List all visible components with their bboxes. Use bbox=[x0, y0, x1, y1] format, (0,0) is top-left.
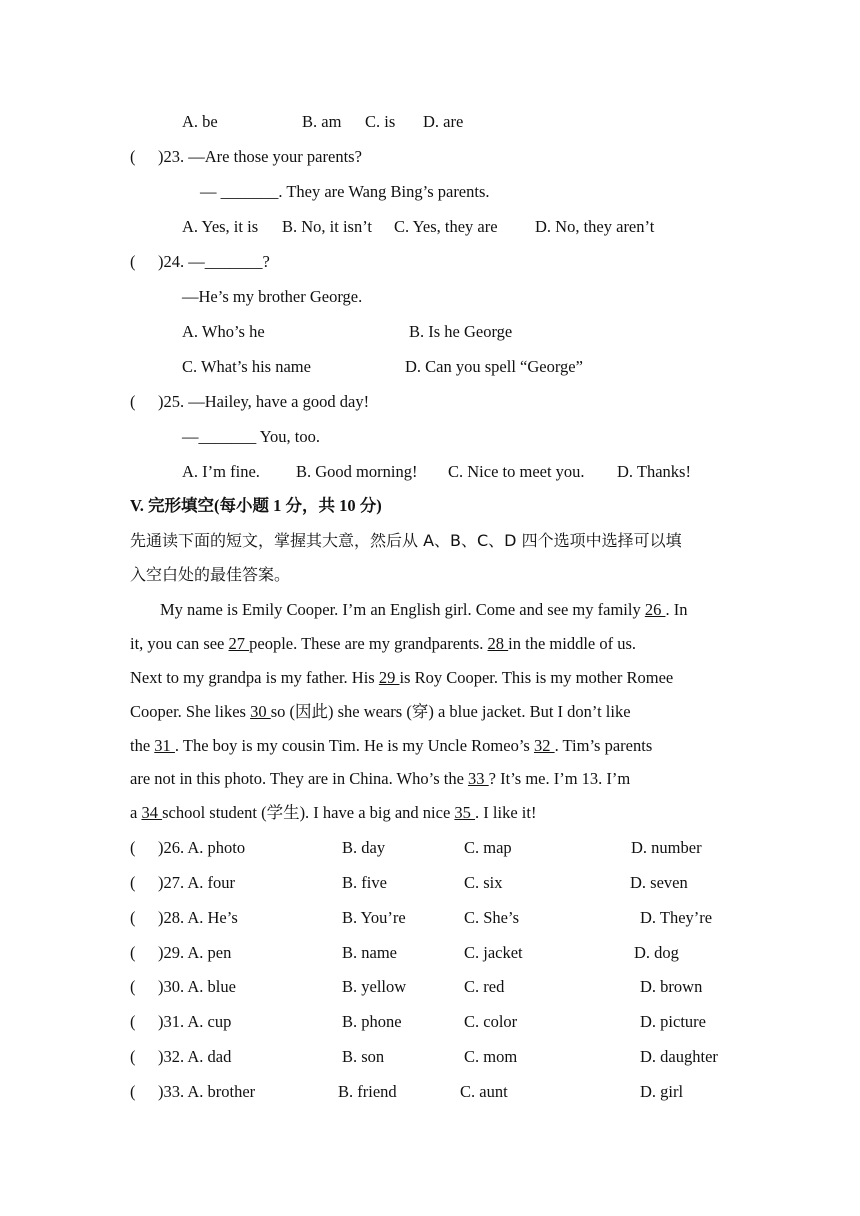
q28-option-d: D. They’re bbox=[640, 908, 713, 927]
blank-28: 28 bbox=[487, 634, 509, 653]
q31-stem: )31. A. cup bbox=[158, 1012, 232, 1031]
q25-option-a: A. I’m fine. bbox=[182, 462, 260, 481]
blank-35: 35 bbox=[454, 803, 476, 822]
q27-option-d: D. seven bbox=[630, 873, 688, 892]
q29-paren: ( bbox=[130, 943, 136, 962]
q23-option-c: C. Yes, they are bbox=[394, 217, 498, 236]
q26-option-d: D. number bbox=[631, 838, 702, 857]
q24-paren: ( bbox=[130, 252, 136, 271]
q31-option-c: C. color bbox=[464, 1012, 518, 1031]
q32-option-b: B. son bbox=[342, 1047, 385, 1066]
q23-option-b: B. No, it isn’t bbox=[282, 217, 373, 236]
q33-stem: )33. A. brother bbox=[158, 1082, 256, 1101]
q25-answer-line: —_______ You, too. bbox=[182, 427, 320, 446]
q25-paren: ( bbox=[130, 392, 136, 411]
q25-option-b: B. Good morning! bbox=[296, 462, 418, 481]
q24-option-c: C. What’s his name bbox=[182, 357, 311, 376]
q27-stem: )27. A. four bbox=[158, 873, 235, 892]
q32-option-c: C. mom bbox=[464, 1047, 518, 1066]
q24-option-a: A. Who’s he bbox=[182, 322, 265, 341]
q33-option-d: D. girl bbox=[640, 1082, 684, 1101]
blank-27: 27 bbox=[228, 634, 250, 653]
passage-line-2: it, you can see 27 people. These are my grandparents. 28 in the middle of us. bbox=[130, 634, 637, 653]
q29-option-c: C. jacket bbox=[464, 943, 523, 962]
q32-stem: )32. A. dad bbox=[158, 1047, 232, 1066]
passage-line-1: My name is Emily Cooper. I’m an English girl. Come and see my family 26 . In bbox=[160, 600, 688, 619]
q31-paren: ( bbox=[130, 1012, 136, 1031]
q23-answer-line: — _______. They are Wang Bing’s parents. bbox=[200, 182, 490, 201]
q22-option-c: C. is bbox=[365, 112, 396, 131]
q31-option-d: D. picture bbox=[640, 1012, 706, 1031]
q24-option-d: D. Can you spell “George” bbox=[405, 357, 583, 376]
q26-paren: ( bbox=[130, 838, 136, 857]
q33-option-b: B. friend bbox=[338, 1082, 397, 1101]
q31-option-b: B. phone bbox=[342, 1012, 402, 1031]
q25-stem: )25. —Hailey, have a good day! bbox=[158, 392, 370, 411]
passage-line-5: the 31 . The boy is my cousin Tim. He is my Uncle Romeo’s 32 . Tim’s parents bbox=[130, 736, 653, 755]
q23-paren: ( bbox=[130, 147, 136, 166]
section-instruction-line2: 入空白处的最佳答案。 bbox=[130, 565, 291, 584]
blank-29: 29 bbox=[378, 668, 400, 687]
q25-option-d: D. Thanks! bbox=[617, 462, 691, 481]
q24-stem: )24. —_______? bbox=[158, 252, 270, 271]
q26-option-c: C. map bbox=[464, 838, 512, 857]
passage-line-4: Cooper. She likes 30 so (因此) she wears (穿) a blue jacket. But I don’t like bbox=[130, 702, 631, 721]
q23-stem: )23. —Are those your parents? bbox=[158, 147, 362, 166]
q25-option-c: C. Nice to meet you. bbox=[448, 462, 585, 481]
q26-option-b: B. day bbox=[342, 838, 386, 857]
q30-option-d: D. brown bbox=[640, 977, 703, 996]
q23-option-d: D. No, they aren’t bbox=[535, 217, 655, 236]
q22-option-b: B. am bbox=[302, 112, 342, 131]
q27-option-b: B. five bbox=[342, 873, 387, 892]
blank-34: 34 bbox=[141, 803, 163, 822]
q30-paren: ( bbox=[130, 977, 136, 996]
q33-option-c: C. aunt bbox=[460, 1082, 508, 1101]
section-heading: V. 完形填空(每小题 1 分，共 10 分) bbox=[130, 496, 382, 515]
blank-31: 31 bbox=[154, 736, 175, 755]
q23-option-a: A. Yes, it is bbox=[182, 217, 259, 236]
q29-option-d: D. dog bbox=[634, 943, 679, 962]
q26-stem: )26. A. photo bbox=[158, 838, 246, 857]
q28-option-c: C. She’s bbox=[464, 908, 520, 927]
blank-30: 30 bbox=[250, 702, 271, 721]
q22-option-d: D. are bbox=[423, 112, 464, 131]
q24-option-b: B. Is he George bbox=[409, 322, 513, 341]
section-instruction-line1: 先通读下面的短文，掌握其大意，然后从 A、B、C、D 四个选项中选择可以填 bbox=[130, 531, 682, 550]
q30-option-c: C. red bbox=[464, 977, 505, 996]
q27-option-c: C. six bbox=[464, 873, 503, 892]
blank-33: 33 bbox=[468, 769, 489, 788]
q24-answer-line: —He’s my brother George. bbox=[182, 287, 363, 306]
blank-26: 26 bbox=[644, 600, 666, 619]
q33-paren: ( bbox=[130, 1082, 136, 1101]
passage-line-3: Next to my grandpa is my father. His 29 is Roy Cooper. This is my mother Romee bbox=[130, 668, 674, 687]
q22-option-a: A. be bbox=[182, 112, 218, 131]
q28-option-b: B. You’re bbox=[342, 908, 406, 927]
q30-option-b: B. yellow bbox=[342, 977, 407, 996]
q27-paren: ( bbox=[130, 873, 136, 892]
q32-paren: ( bbox=[130, 1047, 136, 1066]
passage-line-6: are not in this photo. They are in China. Who’s the 33 ? It’s me. I’m 13. I’m bbox=[130, 769, 631, 788]
q32-option-d: D. daughter bbox=[640, 1047, 718, 1066]
q28-stem: )28. A. He’s bbox=[158, 908, 238, 927]
passage-line-7: a 34 school student (学生). I have a big and nice 35 . I like it! bbox=[130, 803, 537, 822]
q30-stem: )30. A. blue bbox=[158, 977, 236, 996]
blank-32: 32 bbox=[533, 736, 555, 755]
q29-stem: )29. A. pen bbox=[158, 943, 232, 962]
q28-paren: ( bbox=[130, 908, 136, 927]
q29-option-b: B. name bbox=[342, 943, 397, 962]
